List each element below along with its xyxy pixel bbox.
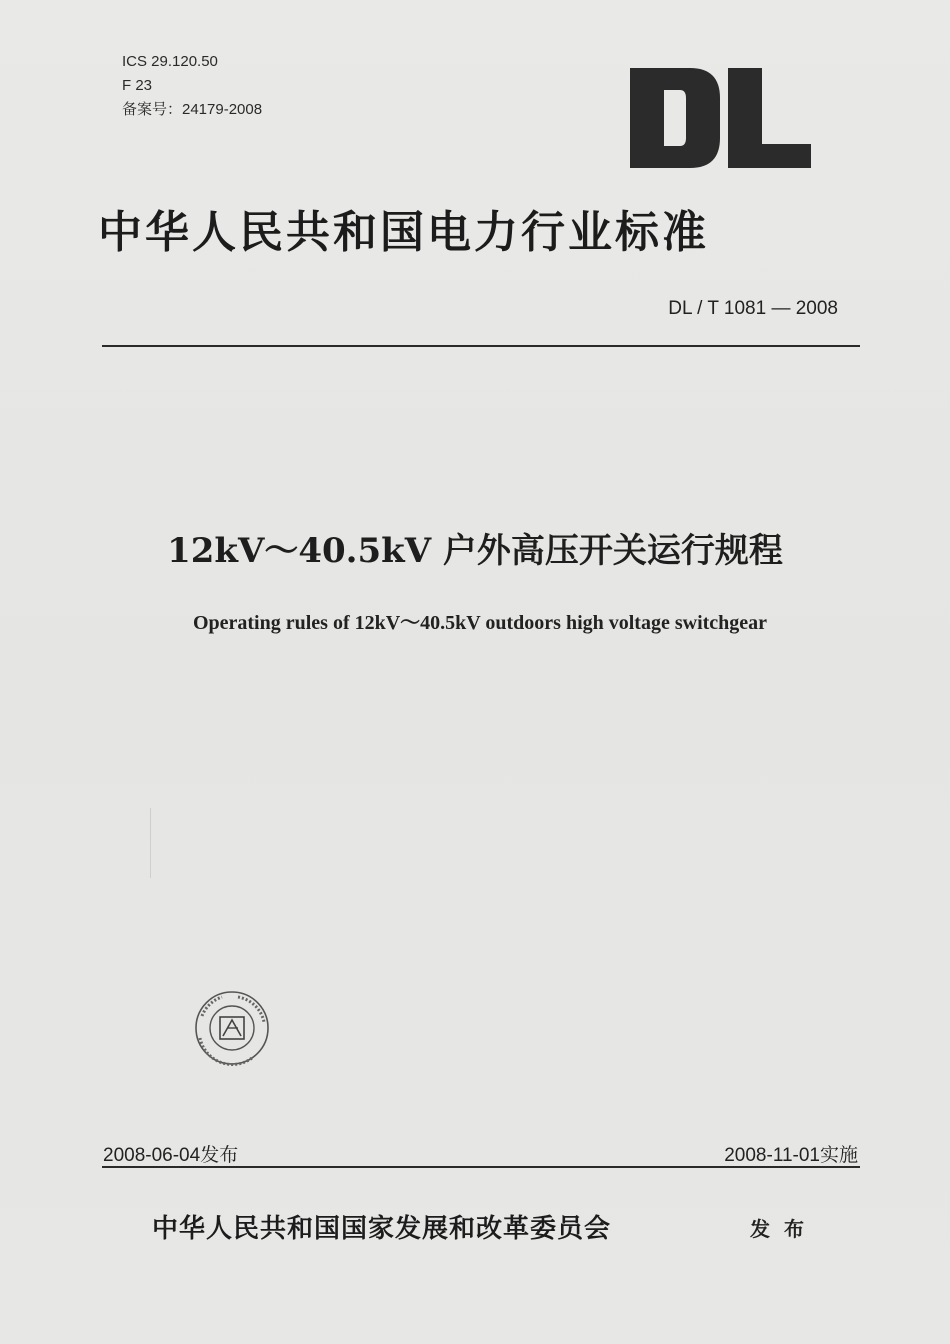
org-title: 中华人民共和国电力行业标准	[98, 207, 709, 258]
effective-date: 2008-11-01实施	[724, 1145, 858, 1166]
filing-number: 备案号：24179-2008	[122, 101, 263, 118]
ics-code: ICS 29.120.50	[122, 53, 218, 70]
publish-label: 发布	[750, 1217, 818, 1241]
dl-logo	[628, 66, 813, 170]
divider-top	[102, 345, 860, 347]
issue-date: 2008-06-04发布	[103, 1145, 239, 1166]
ccs-code: F 23	[122, 77, 153, 94]
paper-crease	[150, 808, 151, 878]
standard-number: DL / T 1081 — 2008	[668, 298, 838, 319]
divider-bottom	[102, 1166, 860, 1168]
classification-block	[122, 50, 262, 122]
china-electric-power-press-seal-icon	[192, 990, 272, 1066]
document-title-cn: 12kV～40.5kV 户外高压开关运行规程	[167, 531, 783, 571]
document-title-en: Operating rules of 12kV～40.5kV outdoors high voltage switchgear	[192, 612, 768, 634]
publisher-name: 中华人民共和国国家发展和改革委员会	[152, 1214, 612, 1244]
